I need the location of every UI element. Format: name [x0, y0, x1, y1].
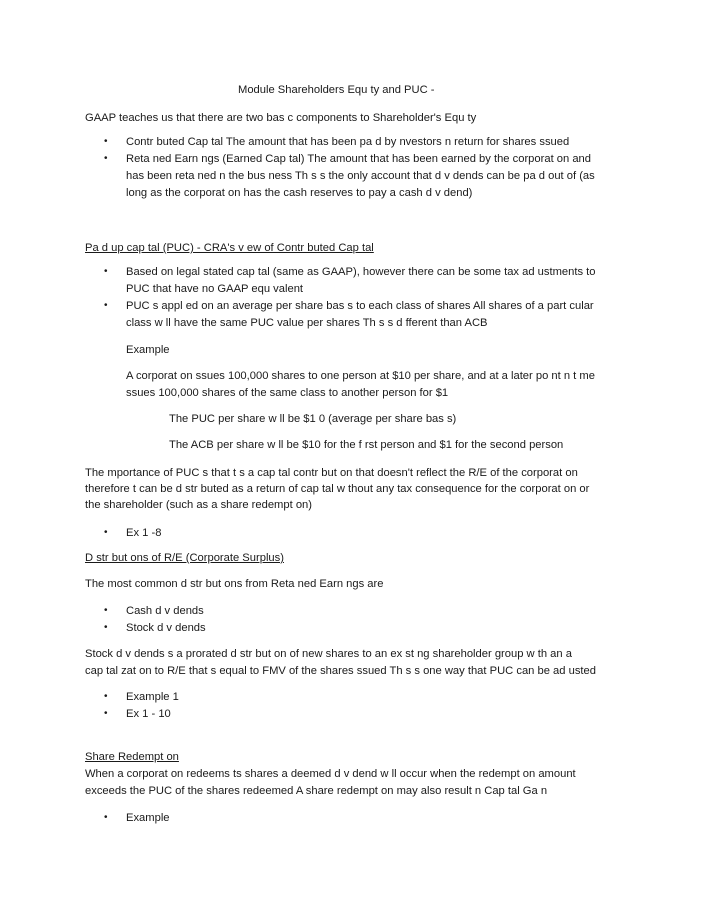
exercise-ref: Ex 1 -8 — [126, 527, 162, 539]
example-ref: Example 1 — [126, 691, 179, 703]
acb-calc: The ACB per share w ll be $10 for the f rst person and $1 for the second person — [169, 439, 564, 451]
example-text-line: A corporat on ssues 100,000 shares to one person at $10 per share, and at a later po nt n t me — [126, 370, 595, 382]
bullet-icon: • — [104, 300, 108, 311]
stock-dividend-line: cap tal zat on to R/E that s equal to FMV of the shares ssued Th s s one way that PUC can be ad usted — [85, 665, 596, 677]
bullet-icon: • — [104, 266, 108, 277]
example-ref: Example — [126, 812, 170, 824]
puc-bullet-line: PUC that have no GAAP equ valent — [126, 283, 304, 295]
bullet-icon: • — [104, 527, 108, 538]
bullet-icon: • — [104, 153, 108, 164]
bullet-icon: • — [104, 812, 108, 823]
component-item: Contr buted Cap tal The amount that has been pa d by nvestors n return for shares ssued — [126, 136, 570, 148]
importance-line: The mportance of PUC s that t s a cap tal contr but on that doesn't reflect the R/E of the corporat on — [85, 467, 578, 479]
importance-line: therefore t can be d str buted as a return of cap tal w thout any tax consequence for the corporat on or — [85, 483, 590, 495]
page-title: Module Shareholders Equ ty and PUC - — [238, 84, 435, 96]
component-item-line: has been reta ned n the bus ness Th s s the only account that d v dends can be pa d out of (as — [126, 170, 595, 182]
distributions-heading: D str but ons of R/E (Corporate Surplus) — [85, 552, 284, 564]
bullet-icon: • — [104, 136, 108, 147]
bullet-icon: • — [104, 605, 108, 616]
puc-bullet-line: class w ll have the same PUC value per shares Th s s d fferent than ACB — [126, 317, 488, 329]
example-label: Example — [126, 344, 170, 356]
intro-text: GAAP teaches us that there are two bas c components to Shareholder's Equ ty — [85, 112, 477, 124]
puc-bullet-line: PUC s appl ed on an average per share bas s to each class of shares All shares of a part cular — [126, 300, 594, 312]
puc-heading: Pa d up cap tal (PUC) - CRA's v ew of Contr buted Cap tal — [85, 242, 374, 254]
importance-line: the shareholder (such as a share redempt on) — [85, 499, 312, 511]
distribution-item: Cash d v dends — [126, 605, 204, 617]
component-item-line: Reta ned Earn ngs (Earned Cap tal) The amount that has been earned by the corporat on and — [126, 153, 592, 165]
redemption-heading: Share Redempt on — [85, 751, 179, 763]
component-item-line: long as the corporat on has the cash reserves to pay a cash d v dend) — [126, 187, 473, 199]
example-text-line: ssues 100,000 shares of the same class to another person for $1 — [126, 387, 449, 399]
distributions-intro: The most common d str but ons from Reta ned Earn ngs are — [85, 578, 384, 590]
redemption-line: exceeds the PUC of the shares redeemed A share redempt on may also result n Cap tal Ga n — [85, 785, 548, 797]
exercise-ref: Ex 1 - 10 — [126, 708, 171, 720]
puc-bullet-line: Based on legal stated cap tal (same as GAAP), however there can be some tax ad ustments to — [126, 266, 596, 278]
redemption-line: When a corporat on redeems ts shares a deemed d v dend w ll occur when the redempt on amount — [85, 768, 576, 780]
distribution-item: Stock d v dends — [126, 622, 206, 634]
bullet-icon: • — [104, 622, 108, 633]
stock-dividend-line: Stock d v dends s a prorated d str but on of new shares to an ex st ng shareholder group w th an a — [85, 648, 572, 660]
bullet-icon: • — [104, 691, 108, 702]
puc-calc: The PUC per share w ll be $1 0 (average per share bas s) — [169, 413, 457, 425]
bullet-icon: • — [104, 708, 108, 719]
